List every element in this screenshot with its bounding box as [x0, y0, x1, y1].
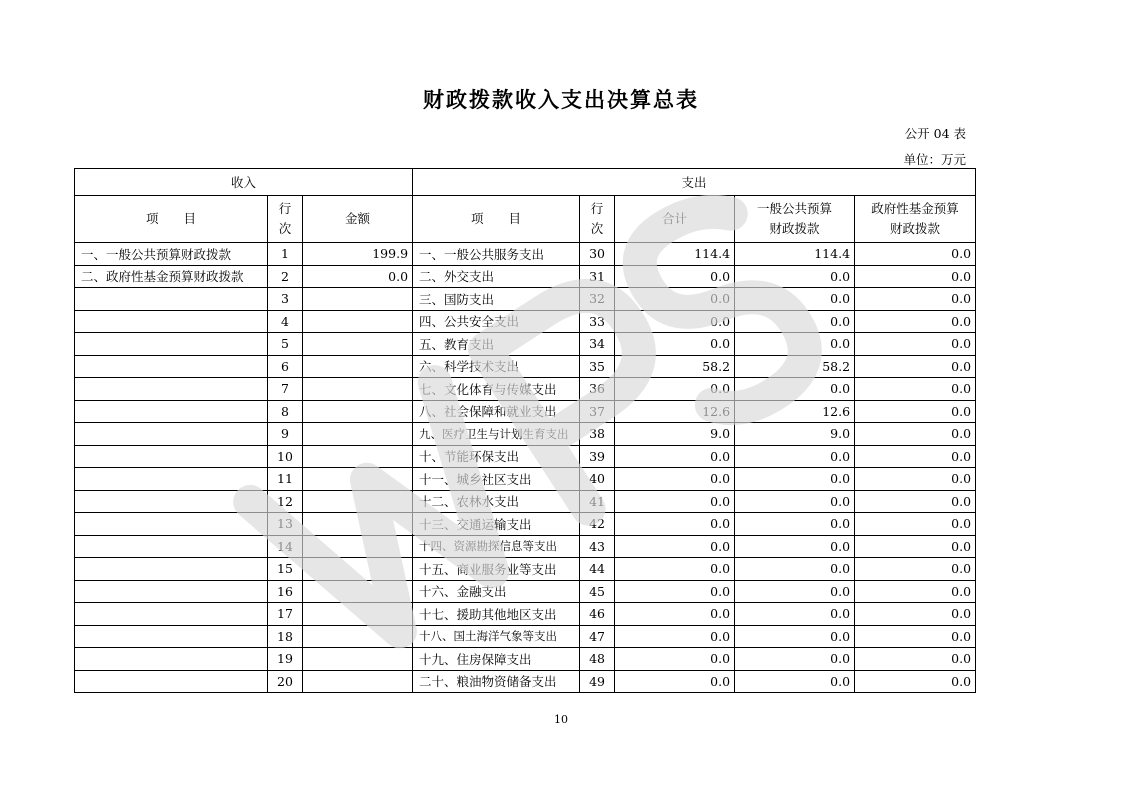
general-budget-cell: 9.0 — [735, 423, 855, 446]
expense-item-cell: 四、公共安全支出 — [413, 310, 580, 333]
table-row — [75, 580, 976, 603]
total-cell: 0.0 — [615, 445, 735, 468]
general-budget-cell: 0.0 — [735, 513, 855, 536]
income-amount-cell — [303, 310, 413, 333]
income-item-cell — [75, 625, 268, 648]
income-amount-cell — [303, 513, 413, 536]
expense-line-cell: 46 — [580, 603, 615, 626]
gov-fund-cell: 0.0 — [855, 580, 976, 603]
total-cell: 58.2 — [615, 355, 735, 378]
page-number: 10 — [554, 713, 568, 726]
total-cell: 0.0 — [615, 558, 735, 581]
table-row — [75, 535, 976, 558]
expense-item-cell: 十一、城乡社区支出 — [413, 468, 580, 491]
income-item-cell — [75, 513, 268, 536]
table-row — [75, 400, 976, 423]
expense-item-cell: 九、医疗卫生与计划生育支出 — [413, 423, 580, 446]
income-item-cell — [75, 468, 268, 491]
income-line-header: 行 次 — [268, 196, 303, 243]
income-amount-cell — [303, 535, 413, 558]
income-line-cell: 2 — [268, 265, 303, 288]
income-item-cell — [75, 423, 268, 446]
income-line-cell: 15 — [268, 558, 303, 581]
expense-line-cell: 38 — [580, 423, 615, 446]
expense-line-cell: 34 — [580, 333, 615, 356]
gov-fund-cell: 0.0 — [855, 535, 976, 558]
income-amount-cell — [303, 558, 413, 581]
table-row — [75, 288, 976, 311]
expense-line-cell: 41 — [580, 490, 615, 513]
expense-line-cell: 36 — [580, 378, 615, 401]
total-cell: 0.0 — [615, 670, 735, 693]
document-title: 财政拨款收入支出决算总表 — [423, 87, 699, 112]
expense-item-cell: 十九、住房保障支出 — [413, 648, 580, 671]
general-budget-cell: 0.0 — [735, 580, 855, 603]
income-item-header: 项 目 — [75, 196, 268, 243]
total-cell: 0.0 — [615, 333, 735, 356]
income-amount-cell — [303, 468, 413, 491]
income-amount-cell — [303, 648, 413, 671]
general-budget-cell: 0.0 — [735, 378, 855, 401]
gov-fund-cell: 0.0 — [855, 288, 976, 311]
section-header-row — [75, 169, 976, 196]
income-line-cell: 20 — [268, 670, 303, 693]
income-line-cell: 10 — [268, 445, 303, 468]
unit-label: 单位：万元 — [903, 152, 966, 167]
general-budget-cell: 0.0 — [735, 535, 855, 558]
gov-fund-cell: 0.0 — [855, 558, 976, 581]
table-row — [75, 603, 976, 626]
general-budget-cell: 0.0 — [735, 288, 855, 311]
general-budget-cell: 0.0 — [735, 670, 855, 693]
total-cell: 12.6 — [615, 400, 735, 423]
expense-line-header: 行 次 — [580, 196, 615, 243]
income-item-cell — [75, 648, 268, 671]
table-row — [75, 445, 976, 468]
gov-fund-cell: 0.0 — [855, 310, 976, 333]
expense-line-cell: 44 — [580, 558, 615, 581]
gov-fund-cell: 0.0 — [855, 445, 976, 468]
income-amount-cell — [303, 423, 413, 446]
income-line-cell: 9 — [268, 423, 303, 446]
total-cell: 9.0 — [615, 423, 735, 446]
gov-fund-cell: 0.0 — [855, 513, 976, 536]
total-cell: 0.0 — [615, 648, 735, 671]
income-amount-cell: 0.0 — [303, 265, 413, 288]
gov-fund-cell: 0.0 — [855, 243, 976, 266]
gov-fund-cell: 0.0 — [855, 423, 976, 446]
total-cell: 114.4 — [615, 243, 735, 266]
expense-item-cell: 三、国防支出 — [413, 288, 580, 311]
total-cell: 0.0 — [615, 580, 735, 603]
expense-item-cell: 十、节能环保支出 — [413, 445, 580, 468]
table-row — [75, 670, 976, 693]
income-line-cell: 3 — [268, 288, 303, 311]
income-line-cell: 14 — [268, 535, 303, 558]
general-budget-header: 一般公共预算 财政拨款 — [735, 196, 855, 243]
expense-line-cell: 47 — [580, 625, 615, 648]
table-row — [75, 490, 976, 513]
expense-section-header: 支出 — [413, 169, 976, 196]
income-amount-cell — [303, 490, 413, 513]
gov-fund-header: 政府性基金预算 财政拨款 — [855, 196, 976, 243]
income-item-cell: 一、一般公共预算财政拨款 — [75, 243, 268, 266]
expense-line-cell: 49 — [580, 670, 615, 693]
income-item-cell — [75, 333, 268, 356]
expense-item-cell: 十四、资源勘探信息等支出 — [413, 535, 580, 558]
gov-fund-cell: 0.0 — [855, 378, 976, 401]
table-row — [75, 355, 976, 378]
income-item-cell — [75, 355, 268, 378]
income-item-cell — [75, 288, 268, 311]
expense-item-cell: 五、教育支出 — [413, 333, 580, 356]
income-amount-cell — [303, 445, 413, 468]
general-budget-cell: 0.0 — [735, 625, 855, 648]
expense-item-cell: 七、文化体育与传媒支出 — [413, 378, 580, 401]
general-budget-cell: 0.0 — [735, 558, 855, 581]
form-number: 公开 04 表 — [904, 126, 966, 141]
expense-item-cell: 十三、交通运输支出 — [413, 513, 580, 536]
total-cell: 0.0 — [615, 288, 735, 311]
total-cell: 0.0 — [615, 490, 735, 513]
table-body — [75, 243, 976, 693]
total-cell: 0.0 — [615, 310, 735, 333]
expense-line-cell: 30 — [580, 243, 615, 266]
table-row — [75, 310, 976, 333]
gov-fund-cell: 0.0 — [855, 625, 976, 648]
gov-fund-cell: 0.0 — [855, 468, 976, 491]
income-line-cell: 17 — [268, 603, 303, 626]
income-line-cell: 8 — [268, 400, 303, 423]
income-line-cell: 7 — [268, 378, 303, 401]
general-budget-cell: 0.0 — [735, 490, 855, 513]
expense-line-cell: 35 — [580, 355, 615, 378]
expense-line-cell: 37 — [580, 400, 615, 423]
income-item-cell — [75, 535, 268, 558]
income-amount-cell — [303, 580, 413, 603]
income-line-cell: 18 — [268, 625, 303, 648]
general-budget-cell: 12.6 — [735, 400, 855, 423]
general-budget-cell: 0.0 — [735, 310, 855, 333]
income-line-cell: 4 — [268, 310, 303, 333]
table-row — [75, 513, 976, 536]
expense-item-header: 项 目 — [413, 196, 580, 243]
table-row — [75, 423, 976, 446]
income-item-cell — [75, 310, 268, 333]
income-item-cell — [75, 603, 268, 626]
total-header: 合计 — [615, 196, 735, 243]
income-item-cell — [75, 490, 268, 513]
income-line-cell: 13 — [268, 513, 303, 536]
income-amount-cell — [303, 670, 413, 693]
gov-fund-cell: 0.0 — [855, 333, 976, 356]
table-row — [75, 378, 976, 401]
table-row — [75, 243, 976, 266]
gov-fund-cell: 0.0 — [855, 648, 976, 671]
income-item-cell — [75, 445, 268, 468]
income-amount-header: 金额 — [303, 196, 413, 243]
total-cell: 0.0 — [615, 603, 735, 626]
total-cell: 0.0 — [615, 513, 735, 536]
expense-item-cell: 十六、金融支出 — [413, 580, 580, 603]
income-line-cell: 6 — [268, 355, 303, 378]
expense-item-cell: 十七、援助其他地区支出 — [413, 603, 580, 626]
total-cell: 0.0 — [615, 265, 735, 288]
total-cell: 0.0 — [615, 378, 735, 401]
table-row — [75, 468, 976, 491]
total-cell: 0.0 — [615, 625, 735, 648]
expense-line-cell: 31 — [580, 265, 615, 288]
general-budget-cell: 58.2 — [735, 355, 855, 378]
table-row — [75, 265, 976, 288]
income-item-cell — [75, 558, 268, 581]
expense-item-cell: 二十、粮油物资储备支出 — [413, 670, 580, 693]
income-item-cell — [75, 400, 268, 423]
general-budget-cell: 0.0 — [735, 648, 855, 671]
income-line-cell: 5 — [268, 333, 303, 356]
expense-item-cell: 一、一般公共服务支出 — [413, 243, 580, 266]
expense-item-cell: 十八、国土海洋气象等支出 — [413, 625, 580, 648]
income-item-cell — [75, 378, 268, 401]
income-amount-cell — [303, 378, 413, 401]
general-budget-cell: 0.0 — [735, 333, 855, 356]
income-amount-cell — [303, 355, 413, 378]
table-row — [75, 333, 976, 356]
gov-fund-cell: 0.0 — [855, 670, 976, 693]
expense-item-cell: 六、科学技术支出 — [413, 355, 580, 378]
expense-line-cell: 32 — [580, 288, 615, 311]
table-row — [75, 648, 976, 671]
income-amount-cell — [303, 603, 413, 626]
expense-line-cell: 40 — [580, 468, 615, 491]
gov-fund-cell: 0.0 — [855, 355, 976, 378]
income-amount-cell: 199.9 — [303, 243, 413, 266]
income-item-cell: 二、政府性基金预算财政拨款 — [75, 265, 268, 288]
table-row — [75, 558, 976, 581]
income-item-cell — [75, 580, 268, 603]
income-line-cell: 12 — [268, 490, 303, 513]
general-budget-cell: 0.0 — [735, 603, 855, 626]
expense-item-cell: 十五、商业服务业等支出 — [413, 558, 580, 581]
expense-item-cell: 八、社会保障和就业支出 — [413, 400, 580, 423]
gov-fund-cell: 0.0 — [855, 265, 976, 288]
table-row — [75, 625, 976, 648]
income-line-cell: 16 — [268, 580, 303, 603]
income-line-cell: 11 — [268, 468, 303, 491]
expense-item-cell: 二、外交支出 — [413, 265, 580, 288]
total-cell: 0.0 — [615, 535, 735, 558]
income-section-header: 收入 — [75, 169, 413, 196]
gov-fund-cell: 0.0 — [855, 603, 976, 626]
gov-fund-cell: 0.0 — [855, 400, 976, 423]
expense-item-cell: 十二、农林水支出 — [413, 490, 580, 513]
income-line-cell: 19 — [268, 648, 303, 671]
expense-line-cell: 42 — [580, 513, 615, 536]
gov-fund-cell: 0.0 — [855, 490, 976, 513]
income-amount-cell — [303, 625, 413, 648]
income-amount-cell — [303, 400, 413, 423]
general-budget-cell: 0.0 — [735, 265, 855, 288]
expense-line-cell: 45 — [580, 580, 615, 603]
budget-table — [74, 168, 976, 693]
general-budget-cell: 0.0 — [735, 445, 855, 468]
income-line-cell: 1 — [268, 243, 303, 266]
expense-line-cell: 39 — [580, 445, 615, 468]
income-item-cell — [75, 670, 268, 693]
expense-line-cell: 43 — [580, 535, 615, 558]
general-budget-cell: 0.0 — [735, 468, 855, 491]
expense-line-cell: 33 — [580, 310, 615, 333]
total-cell: 0.0 — [615, 468, 735, 491]
column-header-row — [75, 196, 976, 243]
income-amount-cell — [303, 333, 413, 356]
expense-line-cell: 48 — [580, 648, 615, 671]
general-budget-cell: 114.4 — [735, 243, 855, 266]
income-amount-cell — [303, 288, 413, 311]
